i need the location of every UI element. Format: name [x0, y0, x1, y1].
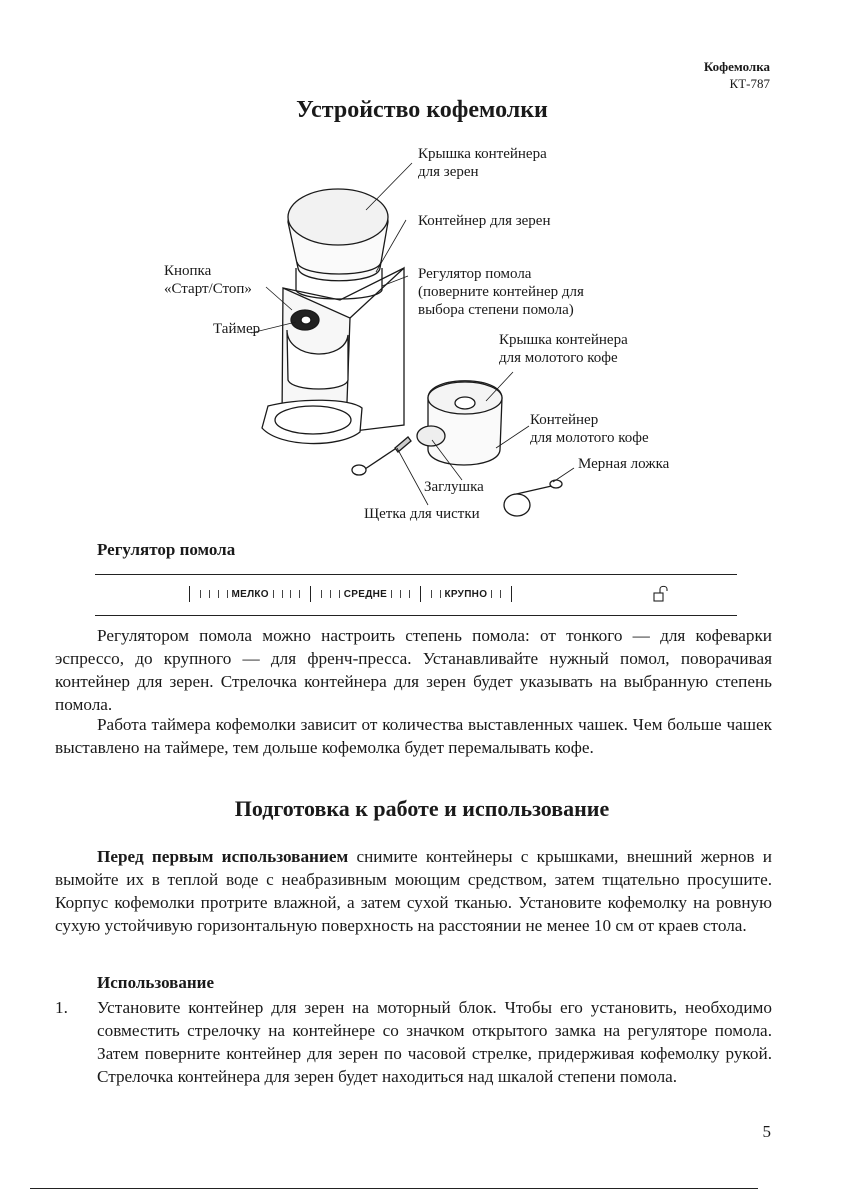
scale-tick [431, 590, 432, 598]
scale-tick [321, 590, 322, 598]
label-line: (поверните контейнер для [418, 284, 584, 300]
scale-tick [282, 590, 283, 598]
scale-tick [339, 590, 340, 598]
scale-tick [440, 590, 441, 598]
scale-label-coarse: КРУПНО [444, 588, 488, 600]
paragraph-text: Регулятором помола можно настроить степень помола: от тонкого — для кофеварки эспрессо, до крупного — для френч-пресса. Устанавливайте нужный помол, поворачивая контейнер для зерен. Стрелочка контейнера для зерен будет указывать на выбранную степень помола. [55, 626, 772, 714]
footer-rule [30, 1188, 758, 1189]
scale-tick [290, 590, 291, 598]
grind-paragraph-1 [55, 624, 772, 716]
label-bean-container: Контейнер для зерен [418, 213, 551, 229]
grind-paragraph-2 [55, 713, 772, 759]
label-line: Контейнер [530, 412, 599, 428]
label-grind-regulator [418, 265, 584, 319]
scale-bar [189, 586, 190, 602]
step-number: 1. [55, 998, 68, 1017]
scale-tick [299, 590, 300, 598]
label-line: Кнопка [164, 263, 212, 279]
label-brush: Щетка для чистки [364, 506, 480, 522]
label-measuring-spoon: Мерная ложка [578, 456, 670, 472]
label-line: «Старт/Стоп» [164, 281, 252, 297]
page-number: 5 [762, 1122, 771, 1141]
header-product: Кофемолка [703, 59, 770, 74]
usage-heading: Использование [97, 973, 214, 992]
scale-tick [391, 590, 392, 598]
scale-bar [511, 586, 512, 602]
grind-regulator-heading: Регулятор помола [97, 540, 236, 559]
label-line: Крышка контейнера [499, 332, 628, 348]
label-line: Крышка контейнера [418, 146, 547, 162]
label-plug: Заглушка [424, 479, 484, 495]
label-line: для зерен [418, 164, 479, 180]
prep-intro-paragraph [55, 845, 772, 937]
label-bean-lid [418, 145, 547, 181]
scale-tick [209, 590, 210, 598]
grind-scale [183, 584, 518, 604]
label-start-stop [164, 262, 252, 298]
scale-label-fine: МЕЛКО [231, 588, 269, 600]
scale-tick [500, 590, 501, 598]
label-line: Регулятор помола [418, 266, 532, 282]
page-title: Устройство кофемолки [296, 97, 548, 123]
label-ground-container [530, 411, 649, 447]
label-line: для молотого кофе [499, 350, 618, 366]
label-timer: Таймер [213, 321, 261, 337]
prep-intro-text: снимите контейнеры с крышками, внешний жернов и вымойте их в теплой воде с неабразивным моющим средством, затем тщательно просушите. Корпус кофемолки протрите влажной, а затем сухой тканью. Установите кофемолку на ровную сухую устойчивую горизонтальную поверхность на расстоянии не менее 10 см от краев стола. [55, 847, 772, 935]
scale-tick [200, 590, 201, 598]
scale-tick [400, 590, 401, 598]
step-text: Установите контейнер для зерен на моторный блок. Чтобы его установить, необходимо совместить стрелочку на контейнере со значком открытого замка на регуляторе помола. Затем поверните контейнер для зерен по часовой стрелке, придерживая кофемолку рукой. Стрелочка контейнера для зерен будет находиться над шкалой степени помола. [97, 998, 772, 1086]
label-line: выбора степени помола) [418, 302, 574, 318]
scale-tick [491, 590, 492, 598]
scale-tick [218, 590, 219, 598]
scale-tick [330, 590, 331, 598]
usage-step-1 [55, 996, 772, 1088]
scale-bar [310, 586, 311, 602]
scale-tick [227, 590, 228, 598]
scale-label-medium: СРЕДНЕ [343, 588, 388, 600]
open-lock-icon [652, 585, 672, 603]
header-model: КТ-787 [729, 76, 770, 91]
label-line: для молотого кофе [530, 430, 649, 446]
scale-bar [420, 586, 421, 602]
prep-intro-bold: Перед первым использованием [97, 847, 349, 866]
scale-tick [273, 590, 274, 598]
label-ground-lid [499, 331, 628, 367]
paragraph-text: Работа таймера кофемолки зависит от количества выставленных чашек. Чем больше чашек выставлено на таймере, тем дольше кофемолка будет перемалывать кофе. [55, 715, 772, 757]
prep-section-title: Подготовка к работе и использование [234, 796, 610, 821]
scale-tick [409, 590, 410, 598]
